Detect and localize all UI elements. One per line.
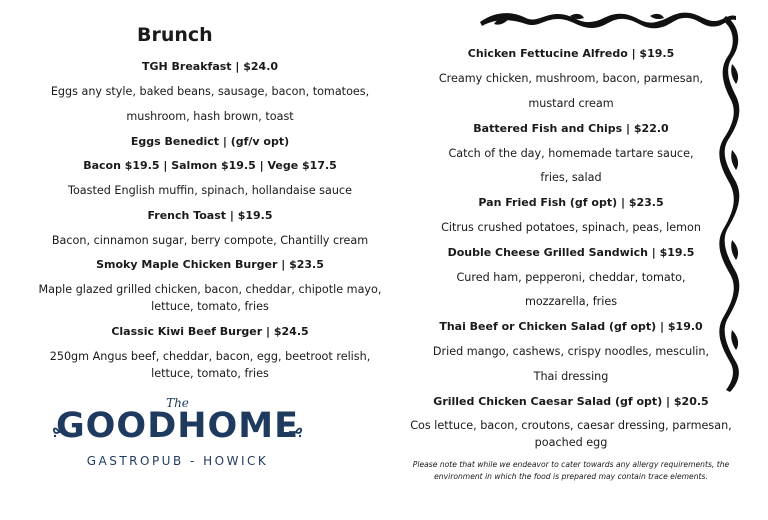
logo-the-text: The — [166, 396, 189, 410]
item-desc: mushroom, hash brown, toast — [126, 110, 294, 123]
item-name-fish-and-chips: Battered Fish and Chips | $22.0 — [473, 122, 669, 135]
item-name-french-toast: French Toast | $19.5 — [147, 209, 273, 222]
brunch-column — [22, 0, 398, 395]
item-name-fettucine: Chicken Fettucine Alfredo | $19.5 — [467, 47, 675, 60]
item-name-eggs-benedict: Eggs Benedict | (gf/v opt) — [130, 135, 290, 148]
item-desc: mozzarella, fries — [524, 295, 618, 308]
item-prices-eggs-benedict: Bacon $19.5 | Salmon $19.5 | Vege $17.5 — [83, 159, 337, 172]
item-name-pan-fried-fish: Pan Fried Fish (gf opt) | $23.5 — [478, 196, 664, 209]
item-name-beef-burger: Classic Kiwi Beef Burger | $24.5 — [111, 325, 309, 338]
item-desc: poached egg — [534, 436, 608, 449]
item-desc: Eggs any style, baked beans, sausage, bacon, tomatoes, — [50, 85, 370, 98]
logo-subtitle: GASTROPUB - HOWICK — [86, 454, 269, 468]
section-title-brunch: Brunch — [137, 24, 213, 46]
item-desc: Citrus crushed potatoes, spinach, peas, lemon — [441, 221, 701, 234]
item-name-grilled-sandwich: Double Cheese Grilled Sandwich | $19.5 — [447, 246, 695, 259]
item-desc: lettuce, tomato, fries — [151, 367, 269, 380]
item-desc: 250gm Angus beef, cheddar, bacon, egg, beetroot relish, — [49, 350, 371, 363]
right-flourish-icon — [287, 422, 303, 442]
item-desc: mustard cream — [528, 97, 614, 110]
item-desc: fries, salad — [540, 171, 602, 184]
item-desc: Creamy chicken, mushroom, bacon, parmesan, — [438, 72, 704, 85]
mains-column — [406, 0, 736, 490]
item-desc: Bacon, cinnamon sugar, berry compote, Chantilly cream — [51, 234, 369, 247]
item-name-tgh-breakfast: TGH Breakfast | $24.0 — [141, 60, 279, 73]
allergy-note: environment in which the food is prepared may contain trace elements. — [434, 472, 708, 481]
item-desc: Toasted English muffin, spinach, hollandaise sauce — [68, 184, 352, 197]
item-desc: Cos lettuce, bacon, croutons, caesar dressing, parmesan, — [410, 419, 732, 432]
item-desc: Maple glazed grilled chicken, bacon, cheddar, chipotle mayo, — [38, 283, 382, 296]
goodhome-logo — [50, 396, 305, 472]
item-name-caesar-salad: Grilled Chicken Caesar Salad (gf opt) | $20.5 — [433, 395, 709, 408]
item-name-thai-salad: Thai Beef or Chicken Salad (gf opt) | $19.0 — [439, 320, 703, 333]
item-desc: Dried mango, cashews, crispy noodles, mesculin, — [432, 345, 710, 358]
allergy-note: Please note that while we endeavor to cater towards any allergy requirements, the — [412, 460, 730, 469]
item-desc: Catch of the day, homemade tartare sauce, — [448, 147, 694, 160]
item-desc: Cured ham, pepperoni, cheddar, tomato, — [456, 271, 686, 284]
logo-main-text: GOODHOME — [55, 406, 300, 446]
item-desc: lettuce, tomato, fries — [151, 300, 269, 313]
item-name-chicken-burger: Smoky Maple Chicken Burger | $23.5 — [96, 258, 324, 271]
item-desc: Thai dressing — [533, 370, 609, 383]
